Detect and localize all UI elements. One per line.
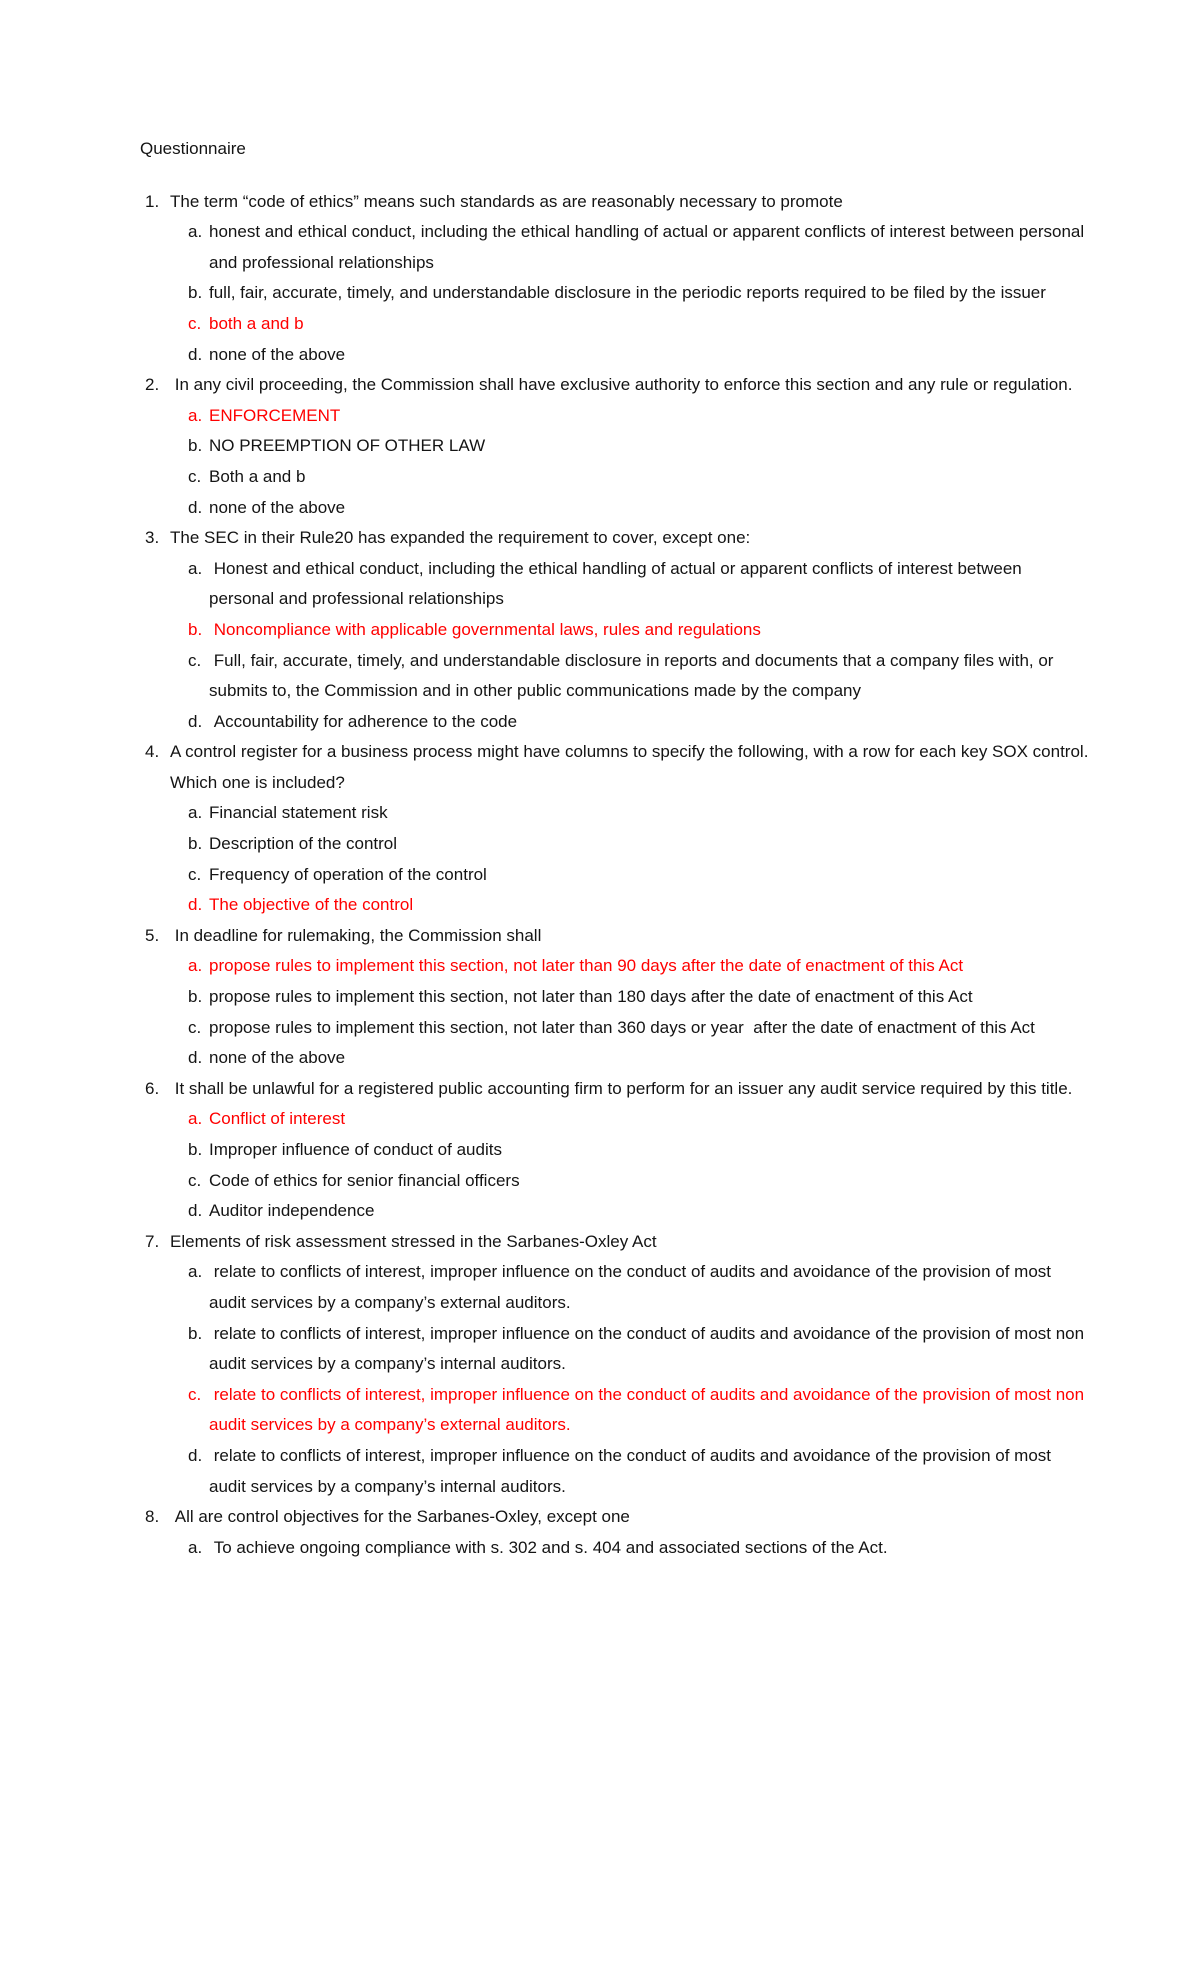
option-letter: c. bbox=[188, 313, 202, 333]
option-text: Code of ethics for senior financial officers bbox=[209, 1170, 520, 1190]
option-letter: d. bbox=[188, 895, 203, 915]
option-letter: b. bbox=[188, 1323, 203, 1343]
option-letter: b. bbox=[188, 1140, 203, 1159]
option-letter: c. bbox=[188, 1170, 202, 1190]
question-item bbox=[140, 921, 1112, 1074]
option-letter: d. bbox=[188, 1048, 203, 1068]
option-item bbox=[188, 278, 1112, 309]
option-text: relate to conflicts of interest, improper influence on the conduct of audits and avoidance of the provision of most audit services by a company’s external auditors. bbox=[209, 1262, 1056, 1312]
option-item bbox=[188, 829, 1112, 860]
option-item bbox=[188, 1166, 1112, 1197]
option-item bbox=[188, 1319, 1112, 1380]
option-text: both a and b bbox=[209, 313, 304, 333]
question-text: The term “code of ethics” means such standards as are reasonably necessary to promote bbox=[170, 191, 843, 211]
option-text: Honest and ethical conduct, including the ethical handling of actual or apparent conflicts of interest between personal and professional relationships bbox=[209, 558, 1027, 609]
option-letter: a. bbox=[188, 803, 203, 823]
option-letter: a. bbox=[188, 558, 203, 578]
option-text: NO PREEMPTION OF OTHER LAW bbox=[209, 436, 486, 456]
question-item bbox=[140, 187, 1112, 371]
option-text: Full, fair, accurate, timely, and understandable disclosure in reports and documents that a company files with, or submits to, the Commission and in other public communications made by the company bbox=[209, 650, 1059, 701]
option-list bbox=[140, 1104, 1112, 1226]
option-letter: d. bbox=[188, 344, 203, 364]
option-letter: d. bbox=[188, 497, 203, 517]
option-letter: c. bbox=[188, 1017, 202, 1037]
option-item bbox=[188, 890, 1112, 921]
question-number: 7. bbox=[145, 1231, 160, 1251]
option-letter: a. bbox=[188, 1537, 203, 1557]
option-text: Noncompliance with applicable governmental laws, rules and regulations bbox=[209, 619, 761, 639]
option-item bbox=[188, 554, 1112, 615]
option-letter: b. bbox=[188, 619, 203, 639]
option-text: relate to conflicts of interest, improper influence on the conduct of audits and avoidance of the provision of most non audit services by a company’s internal auditors. bbox=[209, 1323, 1089, 1374]
question-text: In deadline for rulemaking, the Commission shall bbox=[170, 925, 542, 945]
question-item bbox=[140, 1227, 1112, 1502]
question-text: The SEC in their Rule20 has expanded the requirement to cover, except one: bbox=[170, 528, 751, 548]
option-text: Financial statement risk bbox=[209, 803, 388, 823]
question-number: 3. bbox=[145, 528, 160, 548]
option-item bbox=[188, 340, 1112, 371]
option-item bbox=[188, 493, 1112, 524]
option-letter: a. bbox=[188, 222, 203, 242]
option-item bbox=[188, 1196, 1112, 1227]
option-letter: a. bbox=[188, 405, 203, 425]
option-text: Description of the control bbox=[209, 834, 398, 854]
question-item bbox=[140, 523, 1112, 737]
option-text: full, fair, accurate, timely, and understandable disclosure in the periodic reports required to be filed by the issuer bbox=[209, 283, 1046, 303]
option-item bbox=[188, 798, 1112, 829]
option-item bbox=[188, 1013, 1112, 1044]
option-item bbox=[188, 217, 1112, 278]
option-text: Improper influence of conduct of audits bbox=[209, 1140, 502, 1159]
option-text: none of the above bbox=[209, 497, 346, 517]
option-letter: b. bbox=[188, 436, 203, 456]
option-letter: a. bbox=[188, 1262, 203, 1282]
option-text: The objective of the control bbox=[209, 895, 414, 915]
question-item bbox=[140, 1502, 1112, 1563]
option-text: Conflict of interest bbox=[209, 1109, 346, 1129]
option-letter: c. bbox=[188, 466, 202, 486]
option-text: Accountability for adherence to the code bbox=[209, 711, 518, 731]
option-text: honest and ethical conduct, including the ethical handling of actual or apparent conflicts of interest between personal and professional relationships bbox=[209, 222, 1089, 272]
option-letter: b. bbox=[188, 987, 203, 1007]
option-text: Auditor independence bbox=[209, 1201, 375, 1221]
option-item bbox=[188, 1533, 1112, 1564]
option-text: relate to conflicts of interest, improper influence on the conduct of audits and avoidance of the provision of most non audit services by a company’s external auditors. bbox=[209, 1384, 1089, 1435]
option-letter: b. bbox=[188, 283, 203, 303]
option-item bbox=[188, 1380, 1112, 1441]
option-item bbox=[188, 615, 1112, 646]
option-list bbox=[140, 1257, 1112, 1502]
question-number: 2. bbox=[145, 375, 160, 395]
option-text: To achieve ongoing compliance with s. 302 and s. 404 and associated sections of the Act. bbox=[209, 1537, 888, 1557]
option-text: Frequency of operation of the control bbox=[209, 864, 487, 884]
option-text: Both a and b bbox=[209, 466, 306, 486]
option-text: none of the above bbox=[209, 344, 346, 364]
option-item bbox=[188, 1257, 1112, 1318]
question-list bbox=[140, 187, 1112, 1564]
option-item bbox=[188, 1441, 1112, 1502]
option-text: propose rules to implement this section, not later than 90 days after the date of enactment of this Act bbox=[209, 956, 964, 976]
option-text: propose rules to implement this section, not later than 180 days after the date of enactment of this Act bbox=[209, 987, 973, 1007]
question-text: Elements of risk assessment stressed in the Sarbanes-Oxley Act bbox=[170, 1231, 657, 1251]
page-title: Questionnaire bbox=[140, 139, 246, 158]
question-text: In any civil proceeding, the Commission shall have exclusive authority to enforce this section and any rule or regulation. bbox=[170, 375, 1073, 395]
option-letter: d. bbox=[188, 711, 203, 731]
option-letter: d. bbox=[188, 1445, 203, 1465]
question-text: It shall be unlawful for a registered public accounting firm to perform for an issuer any audit service required by this title. bbox=[170, 1078, 1073, 1098]
option-item bbox=[188, 646, 1112, 707]
option-item bbox=[188, 1043, 1112, 1074]
option-list bbox=[140, 554, 1112, 738]
option-letter: b. bbox=[188, 834, 203, 854]
option-letter: a. bbox=[188, 956, 203, 976]
question-item bbox=[140, 737, 1112, 921]
option-list bbox=[140, 401, 1112, 523]
option-letter: d. bbox=[188, 1201, 203, 1221]
option-item bbox=[188, 982, 1112, 1013]
question-text: A control register for a business process might have columns to specify the following, with a row for each key SOX control. Which one is included? bbox=[170, 742, 1094, 792]
option-letter: c. bbox=[188, 864, 202, 884]
option-text: propose rules to implement this section, not later than 360 days or year after the date of enactment of this Act bbox=[209, 1017, 1035, 1037]
option-letter: a. bbox=[188, 1109, 203, 1129]
option-item bbox=[188, 309, 1112, 340]
option-text: none of the above bbox=[209, 1048, 346, 1068]
question-number: 6. bbox=[145, 1078, 160, 1098]
option-text: ENFORCEMENT bbox=[209, 405, 341, 425]
option-text: relate to conflicts of interest, improper influence on the conduct of audits and avoidance of the provision of most audit services by a company’s internal auditors. bbox=[209, 1445, 1056, 1496]
question-number: 5. bbox=[145, 925, 160, 945]
option-list bbox=[140, 951, 1112, 1073]
option-list bbox=[140, 217, 1112, 370]
option-list bbox=[140, 1533, 1112, 1564]
question-item bbox=[140, 1074, 1112, 1227]
question-item bbox=[140, 370, 1112, 523]
option-letter: c. bbox=[188, 650, 202, 670]
option-item bbox=[188, 951, 1112, 982]
question-number: 1. bbox=[145, 191, 160, 211]
option-item bbox=[188, 707, 1112, 738]
option-item bbox=[188, 1135, 1112, 1166]
question-number: 8. bbox=[145, 1507, 160, 1527]
option-item bbox=[188, 1104, 1112, 1135]
option-item bbox=[188, 860, 1112, 891]
question-text: All are control objectives for the Sarbanes-Oxley, except one bbox=[170, 1507, 630, 1527]
option-item bbox=[188, 431, 1112, 462]
option-list bbox=[140, 798, 1112, 920]
option-item bbox=[188, 401, 1112, 432]
option-item bbox=[188, 462, 1112, 493]
option-letter: c. bbox=[188, 1384, 202, 1404]
question-number: 4. bbox=[145, 742, 160, 762]
